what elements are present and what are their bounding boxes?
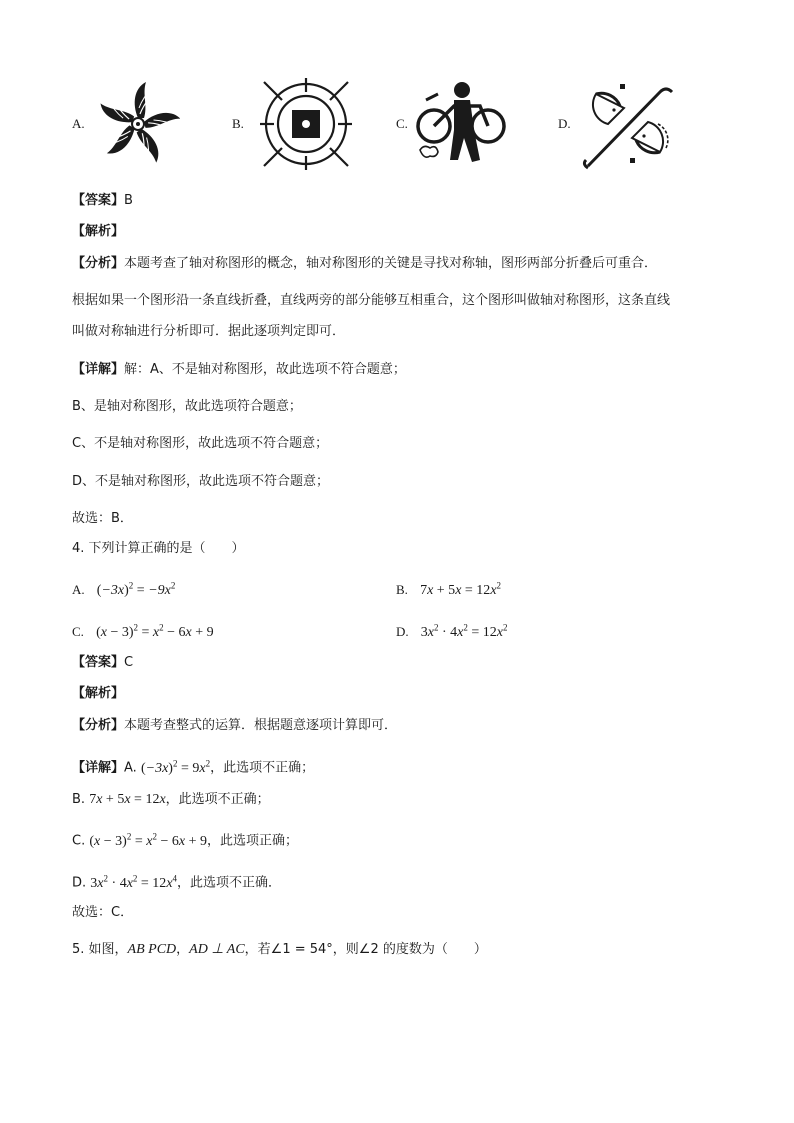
q4-detail-a-suffix: ，此选项不正确； <box>210 760 315 776</box>
q4-option-a-expr: $(-3x)^2 = -9x^2$ <box>96 580 176 598</box>
q4-analysis-label <box>72 685 124 703</box>
q3-fenxi-line <box>72 255 657 273</box>
q4-answer-label: 【答案】 <box>72 655 125 670</box>
q5-condition: ，若∠1 = 54°，则∠2 的度数为（ ） <box>244 942 487 957</box>
option-c-figure <box>396 74 526 174</box>
q4-detail-d-line <box>72 869 281 893</box>
q4-fenxi-text: 本题考查整式的运算．根据题意逐项计算即可． <box>124 718 398 733</box>
q4-detail-b-prefix: B. <box>72 792 86 807</box>
q4-detail-c-prefix: C. <box>72 833 86 849</box>
figure-options-row <box>0 74 794 174</box>
q4-detail-b-suffix: ，此选项不正确； <box>165 792 270 807</box>
q5-ad-perp-ac: AD ⊥ AC <box>189 942 245 957</box>
q4-option-b-letter: B. <box>396 581 408 597</box>
q4-detail-d-expr: $3x^2 \cdot 4x^2 = 12x^4$ <box>90 873 178 891</box>
q3-detail-label: 【详解】 <box>72 362 125 377</box>
q3-answer-line <box>72 192 133 210</box>
q4-option-a-letter: A. <box>72 581 85 597</box>
cyclist-carrying-bike-icon <box>414 80 510 168</box>
option-d-letter: D. <box>558 116 571 131</box>
q3-answer-value: B <box>124 193 133 208</box>
q4-answer-value: C <box>124 655 134 670</box>
q4-fenxi-line <box>72 717 397 735</box>
q4-detail-c-line <box>72 827 298 851</box>
q4-option-d <box>396 618 508 642</box>
q5-prefix: 5. 如图， <box>72 942 128 957</box>
q3-fenxi-text: 本题考查了轴对称图形的概念，轴对称图形的关键是寻找对称轴，图形两部分折叠后可重合． <box>124 256 658 271</box>
q4-option-c <box>72 618 214 642</box>
q4-detail-b-expr: 7x + 5x = 12x <box>89 792 166 807</box>
q4-answer-line <box>72 654 133 672</box>
q4-detail-d-suffix: ，此选项不正确． <box>177 875 282 891</box>
q4-stem: 4. 下列计算正确的是（ ） <box>72 541 245 556</box>
q3-para1: 根据如果一个图形沿一条直线折叠，直线两旁的部分能够互相重合，这个图形叫做轴对称图形，这条直线 <box>72 293 671 308</box>
q4-option-b-expr: $7x + 5x = 12x^2$ <box>420 580 502 598</box>
q5-comma: ， <box>176 942 190 957</box>
q4-option-c-letter: C. <box>72 623 84 639</box>
q4-detail-a-line <box>72 754 314 778</box>
q4-conclusion: 故选：C． <box>72 905 134 920</box>
q5-ab-pcd: AB PCD <box>127 942 177 957</box>
pinwheel-flower-icon <box>96 78 180 168</box>
q4-option-d-letter: D. <box>396 623 409 639</box>
option-b-letter: B. <box>232 116 244 131</box>
q3-detail-b: B、是轴对称图形，故此选项符合题意； <box>72 399 302 414</box>
q4-detail-label: 【详解】 <box>72 760 125 776</box>
q3-conclusion: 故选：B． <box>72 511 133 526</box>
option-d-figure <box>558 74 688 174</box>
q3-detail-d: D、不是轴对称图形，故此选项不符合题意； <box>72 474 330 489</box>
q4-option-b <box>396 576 501 600</box>
q4-option-c-expr: $(x - 3)^2 = x^2 - 6x + 9$ <box>96 622 214 640</box>
option-a-letter: A. <box>72 116 85 131</box>
q4-fenxi-label: 【分析】 <box>72 718 125 733</box>
q4-detail-a-prefix: A. <box>124 760 137 776</box>
q3-analysis-label <box>72 223 124 241</box>
q5-stem <box>72 941 487 959</box>
q3-fenxi-label: 【分析】 <box>72 256 125 271</box>
q4-option-a <box>72 576 175 600</box>
q3-para2: 叫做对称轴进行分析即可．据此逐项判定即可． <box>72 324 346 339</box>
q3-detail-c: C、不是轴对称图形，故此选项不符合题意； <box>72 436 329 451</box>
q4-option-d-expr: $3x^2 \cdot 4x^2 = 12x^2$ <box>420 622 508 640</box>
q4-analysis-heading: 【解析】 <box>72 686 125 701</box>
hockey-sticks-icon <box>580 76 676 172</box>
q3-detail-a: 解：A、不是轴对称图形，故此选项不符合题意； <box>124 362 406 377</box>
q4-detail-c-expr: $(x - 3)^2 = x^2 - 6x + 9$ <box>89 831 207 849</box>
q4-detail-c-suffix: ，此选项正确； <box>206 833 298 849</box>
q4-detail-d-prefix: D. <box>72 875 87 891</box>
option-b-figure <box>232 74 362 174</box>
q4-detail-a-expr: $(-3x)^2 = 9x^2$ <box>140 758 211 776</box>
option-c-letter: C. <box>396 116 408 131</box>
q3-answer-label: 【答案】 <box>72 193 125 208</box>
q4-detail-b-line <box>72 791 270 809</box>
option-a-figure <box>72 74 192 174</box>
q3-analysis-heading: 【解析】 <box>72 224 125 239</box>
q3-detail-a-line <box>72 361 406 379</box>
target-square-icon <box>260 78 352 170</box>
